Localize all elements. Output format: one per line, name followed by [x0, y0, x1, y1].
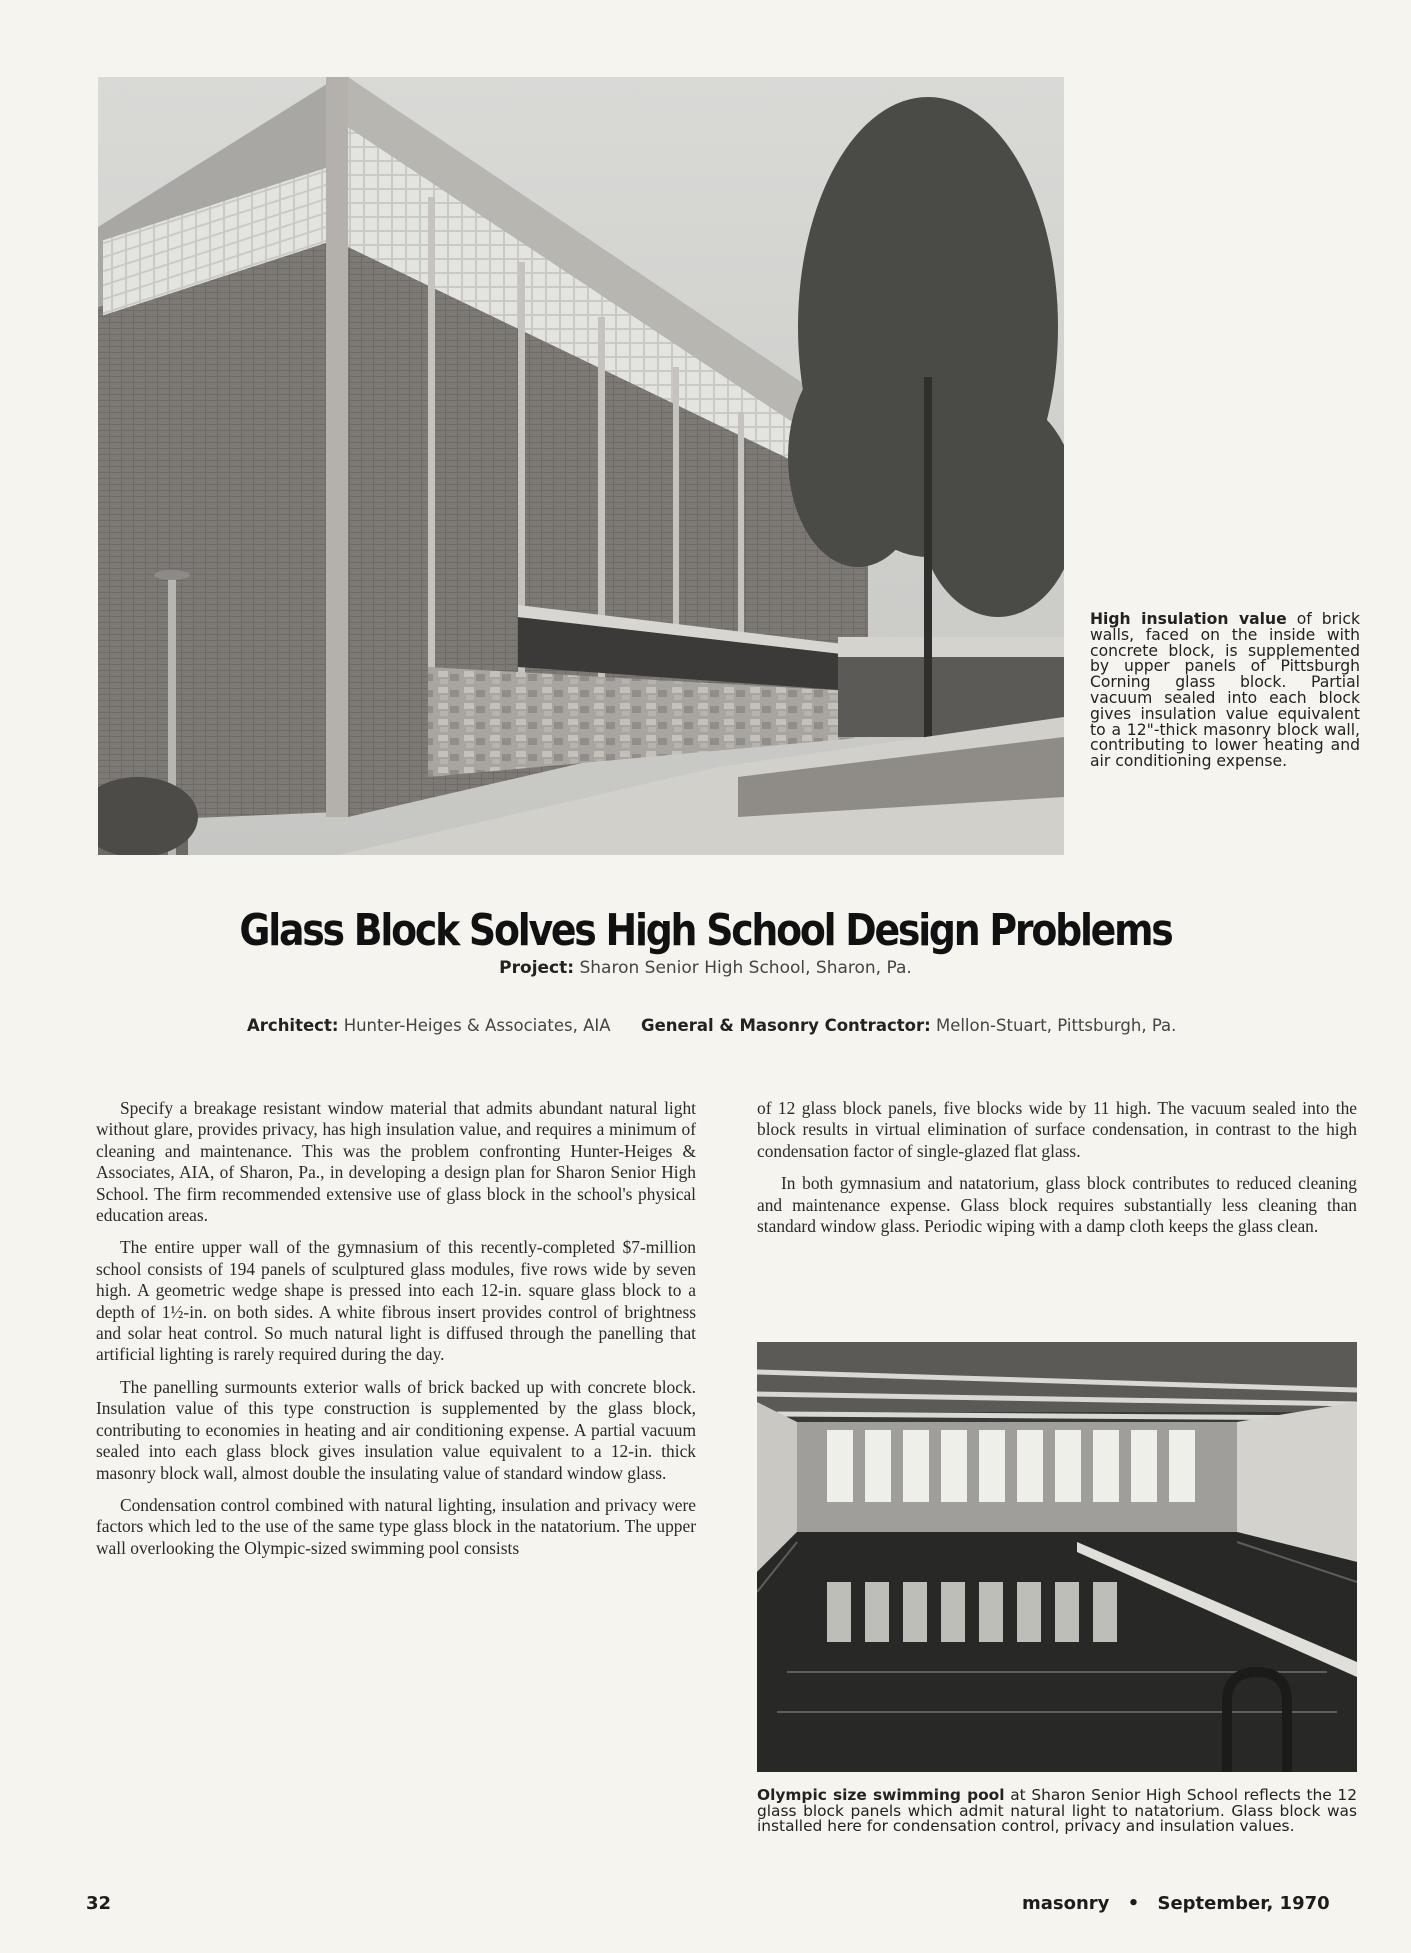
- credits-line: [247, 1016, 1367, 1035]
- project-value: Sharon Senior High School, Sharon, Pa.: [579, 958, 912, 978]
- pool-caption-text: at Sharon Senior High School reflects the 12 glass block panels which admit natural light to natatorium. Glass block was installed here for condensation control, privacy and insulation values.: [757, 1786, 1357, 1836]
- paragraph: The entire upper wall of the gymnasium of this recently-completed $7-million school consists of 194 panels of sculptured glass modules, five rows wide by seven high. A geometric wedge shape is pressed into each 12-in. square glass block to a depth of 1½-in. on both sides. A white fibrous insert provides control of brightness and solar heat control. So much natural light is diffused through the panelling that artificial lighting is rarely required during the day.: [96, 1237, 696, 1365]
- publication-name: masonry: [1022, 1893, 1110, 1914]
- top-caption-text: of brick walls, faced on the inside with concrete block, is supplemented by upper panels of Pittsburgh Corning glass block. Partial vacuum sealed into each block gives insulation value equivalent to a 12"-thick masonry block wall, contributing to lower heating and air conditioning expense.: [1090, 610, 1360, 771]
- swimming-pool-photo: [757, 1342, 1357, 1772]
- issue-date: September, 1970: [1157, 1893, 1330, 1914]
- body-column-left: [96, 1098, 696, 1570]
- pool-caption-lead: Olympic size swimming pool: [757, 1786, 1005, 1804]
- footer-bullet: •: [1127, 1893, 1140, 1914]
- paragraph: of 12 glass block panels, five blocks wide by 11 high. The vacuum sealed into the block results in virtual elimination of surface condensation, in contrast to the high condensation factor of single-glazed flat glass.: [757, 1098, 1357, 1161]
- body-column-right: [757, 1098, 1357, 1248]
- paragraph: The panelling surmounts exterior walls of brick backed up with concrete block. Insulation value of this type construction is supplemented by the glass block, contributing to economies in heating and air conditioning expense. A partial vacuum sealed into each glass block gives insulation value equivalent to a 12-in. thick masonry block wall, almost double the insulating value of standard window glass.: [96, 1376, 696, 1483]
- running-footer: [1022, 1893, 1330, 1914]
- article-headline: Glass Block Solves High School Design Problems: [239, 905, 1172, 956]
- contractor-label: General & Masonry Contractor:: [641, 1016, 931, 1035]
- project-label: Project:: [499, 958, 575, 978]
- architect-label: Architect:: [247, 1016, 339, 1035]
- top-caption-lead: High insulation value: [1090, 610, 1287, 628]
- pool-photo-caption: [757, 1788, 1357, 1835]
- architect-value: Hunter-Heiges & Associates, AIA: [343, 1016, 611, 1035]
- top-photo-caption: [1090, 612, 1360, 770]
- paragraph: Condensation control combined with natural lighting, insulation and privacy were factors which led to the use of the same type glass block in the natatorium. The upper wall overlooking the Olympic-sized swimming pool consists: [96, 1494, 696, 1558]
- paragraph: Specify a breakage resistant window material that admits abundant natural light without glare, provides privacy, has high insulation value, and requires a minimum of cleaning and maintenance. This was the problem confronting Hunter-Heiges & Associates, AIA, of Sharon, Pa., in developing a design plan for Sharon Senior High School. The firm recommended extensive use of glass block in the school's physical education areas.: [96, 1098, 696, 1226]
- school-exterior-photo: [98, 77, 1064, 855]
- project-line: [0, 958, 1411, 978]
- page-number: 32: [86, 1893, 112, 1914]
- paragraph: In both gymnasium and natatorium, glass block contributes to reduced cleaning and maintenance expense. Glass block requires substantially less cleaning than standard window glass. Periodic wiping with a damp cloth keeps the glass clean.: [757, 1173, 1357, 1237]
- contractor-value: Mellon-Stuart, Pittsburgh, Pa.: [935, 1016, 1177, 1035]
